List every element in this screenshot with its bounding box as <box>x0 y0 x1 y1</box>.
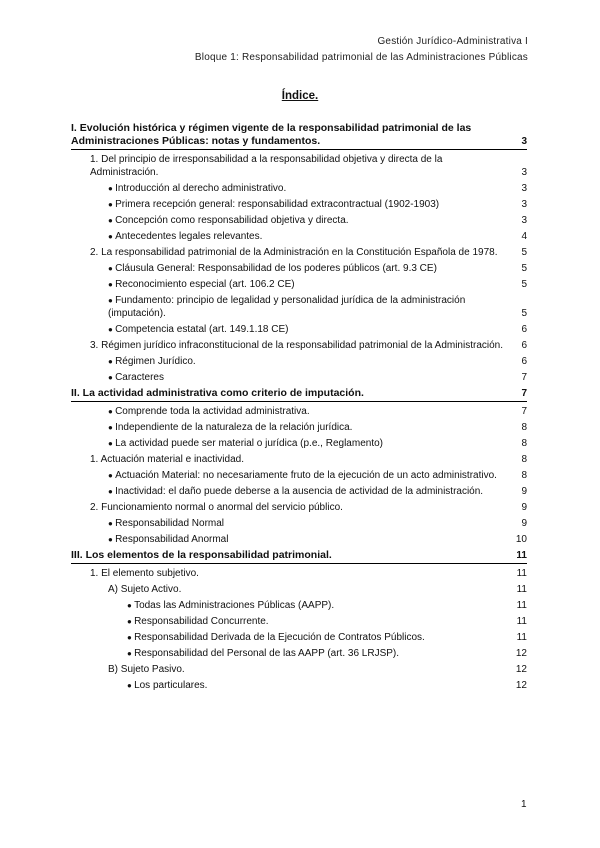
page-ref: 7 <box>521 388 527 399</box>
toc-bullet-item[interactable]: ● Actuación Material: no necesariamente fruto de la ejecución de un acto administrativo. 8 <box>71 469 527 482</box>
page-ref: 11 <box>516 600 527 611</box>
toc-subsection[interactable]: 2. Funcionamiento normal o anormal del servicio público. 9 <box>90 502 527 513</box>
toc-subsection[interactable]: 1. Actuación material e inactividad. 8 <box>90 454 527 465</box>
toc-bullet-item[interactable]: ● Fundamento: principio de legalidad y personalidad jurídica de la administración (imputación). 5 <box>71 294 527 320</box>
toc-bullet-item[interactable]: ● Comprende toda la actividad administrativa. 7 <box>71 405 527 418</box>
page-ref: 7 <box>521 372 527 383</box>
page-ref: 5 <box>521 247 527 258</box>
toc-bullet-item[interactable]: ● Los particulares. 12 <box>71 679 527 692</box>
page-ref: 11 <box>516 550 527 561</box>
page-ref: 3 <box>521 167 527 178</box>
toc-subsection[interactable]: 3. Régimen jurídico infraconstitucional de la responsabilidad patrimonial de la Administración. 6 <box>90 340 527 351</box>
page-ref: 9 <box>521 502 527 513</box>
toc-bullet-item[interactable]: ● Responsabilidad Normal 9 <box>71 517 527 530</box>
header-block-title: Bloque 1: Responsabilidad patrimonial de las Administraciones Públicas <box>194 52 528 63</box>
toc-bullet-item[interactable]: ● Todas las Administraciones Públicas (AAPP). 11 <box>71 599 527 612</box>
toc-bullet-item[interactable]: ● Concepción como responsabilidad objetiva y directa. 3 <box>71 214 527 227</box>
toc-bullet-item[interactable]: ● Responsabilidad Derivada de la Ejecución de Contratos Públicos. 11 <box>71 631 527 644</box>
toc-bullet-item[interactable]: ● Antecedentes legales relevantes. 4 <box>71 230 527 243</box>
toc-bullet-item[interactable]: ● Caracteres 7 <box>71 371 527 384</box>
toc-bullet-item[interactable]: ● Cláusula General: Responsabilidad de los poderes públicos (art. 9.3 CE) 5 <box>71 262 527 275</box>
page-ref: 11 <box>516 632 527 643</box>
page-ref: 4 <box>521 231 527 242</box>
toc-bullet-item[interactable]: ● Régimen Jurídico. 6 <box>71 355 527 368</box>
page-ref: 11 <box>516 568 527 579</box>
page-ref: 3 <box>521 215 527 226</box>
page-ref: 3 <box>521 183 527 194</box>
page-ref: 8 <box>521 454 527 465</box>
page-ref: 6 <box>521 356 527 367</box>
toc-bullet-item[interactable]: ● Independiente de la naturaleza de la relación jurídica. 8 <box>71 421 527 434</box>
page-ref: 3 <box>521 199 527 210</box>
page-ref: 12 <box>515 648 527 659</box>
page-ref: 5 <box>521 279 527 290</box>
page-ref: 11 <box>516 584 527 595</box>
toc-section-heading[interactable]: I. Evolución histórica y régimen vigente de la responsabilidad patrimonial de las Administraciones Públicas: notas y fundamentos. 3 <box>71 122 527 150</box>
toc-bullet-item[interactable]: ● La actividad puede ser material o jurídica (p.e., Reglamento) 8 <box>71 437 527 450</box>
page-ref: 8 <box>521 470 527 481</box>
toc-bullet-item[interactable]: ● Reconocimiento especial (art. 106.2 CE) 5 <box>71 278 527 291</box>
page-ref: 12 <box>515 664 527 675</box>
toc-subsubsection[interactable]: A) Sujeto Activo. 11 <box>108 584 527 595</box>
table-of-contents <box>71 122 527 695</box>
toc-subsection[interactable]: 1. El elemento subjetivo. 11 <box>90 568 527 579</box>
page-number: 1 <box>521 799 527 810</box>
page-ref: 3 <box>521 136 527 147</box>
page-ref: 6 <box>521 324 527 335</box>
toc-bullet-item[interactable]: ● Competencia estatal (art. 149.1.18 CE) 6 <box>71 323 527 336</box>
page-ref: 7 <box>521 406 527 417</box>
page-title: Índice. <box>281 90 319 102</box>
toc-bullet-item[interactable]: ● Primera recepción general: responsabilidad extracontractual (1902-1903) 3 <box>71 198 527 211</box>
toc-bullet-item[interactable]: ● Responsabilidad Anormal 10 <box>71 533 527 546</box>
toc-section-heading[interactable]: III. Los elementos de la responsabilidad patrimonial. 11 <box>71 549 527 564</box>
page-ref: 5 <box>521 263 527 274</box>
toc-subsection[interactable]: 1. Del principio de irresponsabilidad a la responsabilidad objetiva y directa de la Administración. 3 <box>90 154 527 178</box>
page-ref: 12 <box>515 680 527 691</box>
toc-bullet-item[interactable]: ● Responsabilidad Concurrente. 11 <box>71 615 527 628</box>
page-ref: 9 <box>521 486 527 497</box>
page-ref: 9 <box>521 518 527 529</box>
page-ref: 5 <box>521 308 527 319</box>
toc-section-heading[interactable]: II. La actividad administrativa como criterio de imputación. 7 <box>71 387 527 402</box>
header-course-title: Gestión Jurídico-Administrativa I <box>377 36 528 47</box>
toc-bullet-item[interactable]: ● Inactividad: el daño puede deberse a la ausencia de actividad de la administración. 9 <box>71 485 527 498</box>
page-ref: 8 <box>521 438 527 449</box>
page-ref: 8 <box>521 422 527 433</box>
toc-bullet-item[interactable]: ● Introducción al derecho administrativo. 3 <box>71 182 527 195</box>
page-ref: 6 <box>521 340 527 351</box>
page-ref: 10 <box>515 534 527 545</box>
toc-subsection[interactable]: 2. La responsabilidad patrimonial de la Administración en la Constitución Española de 1978. 5 <box>90 247 527 258</box>
toc-subsubsection[interactable]: B) Sujeto Pasivo. 12 <box>108 664 527 675</box>
toc-bullet-item[interactable]: ● Responsabilidad del Personal de las AAPP (art. 36 LRJSP). 12 <box>71 647 527 660</box>
page-ref: 11 <box>516 616 527 627</box>
